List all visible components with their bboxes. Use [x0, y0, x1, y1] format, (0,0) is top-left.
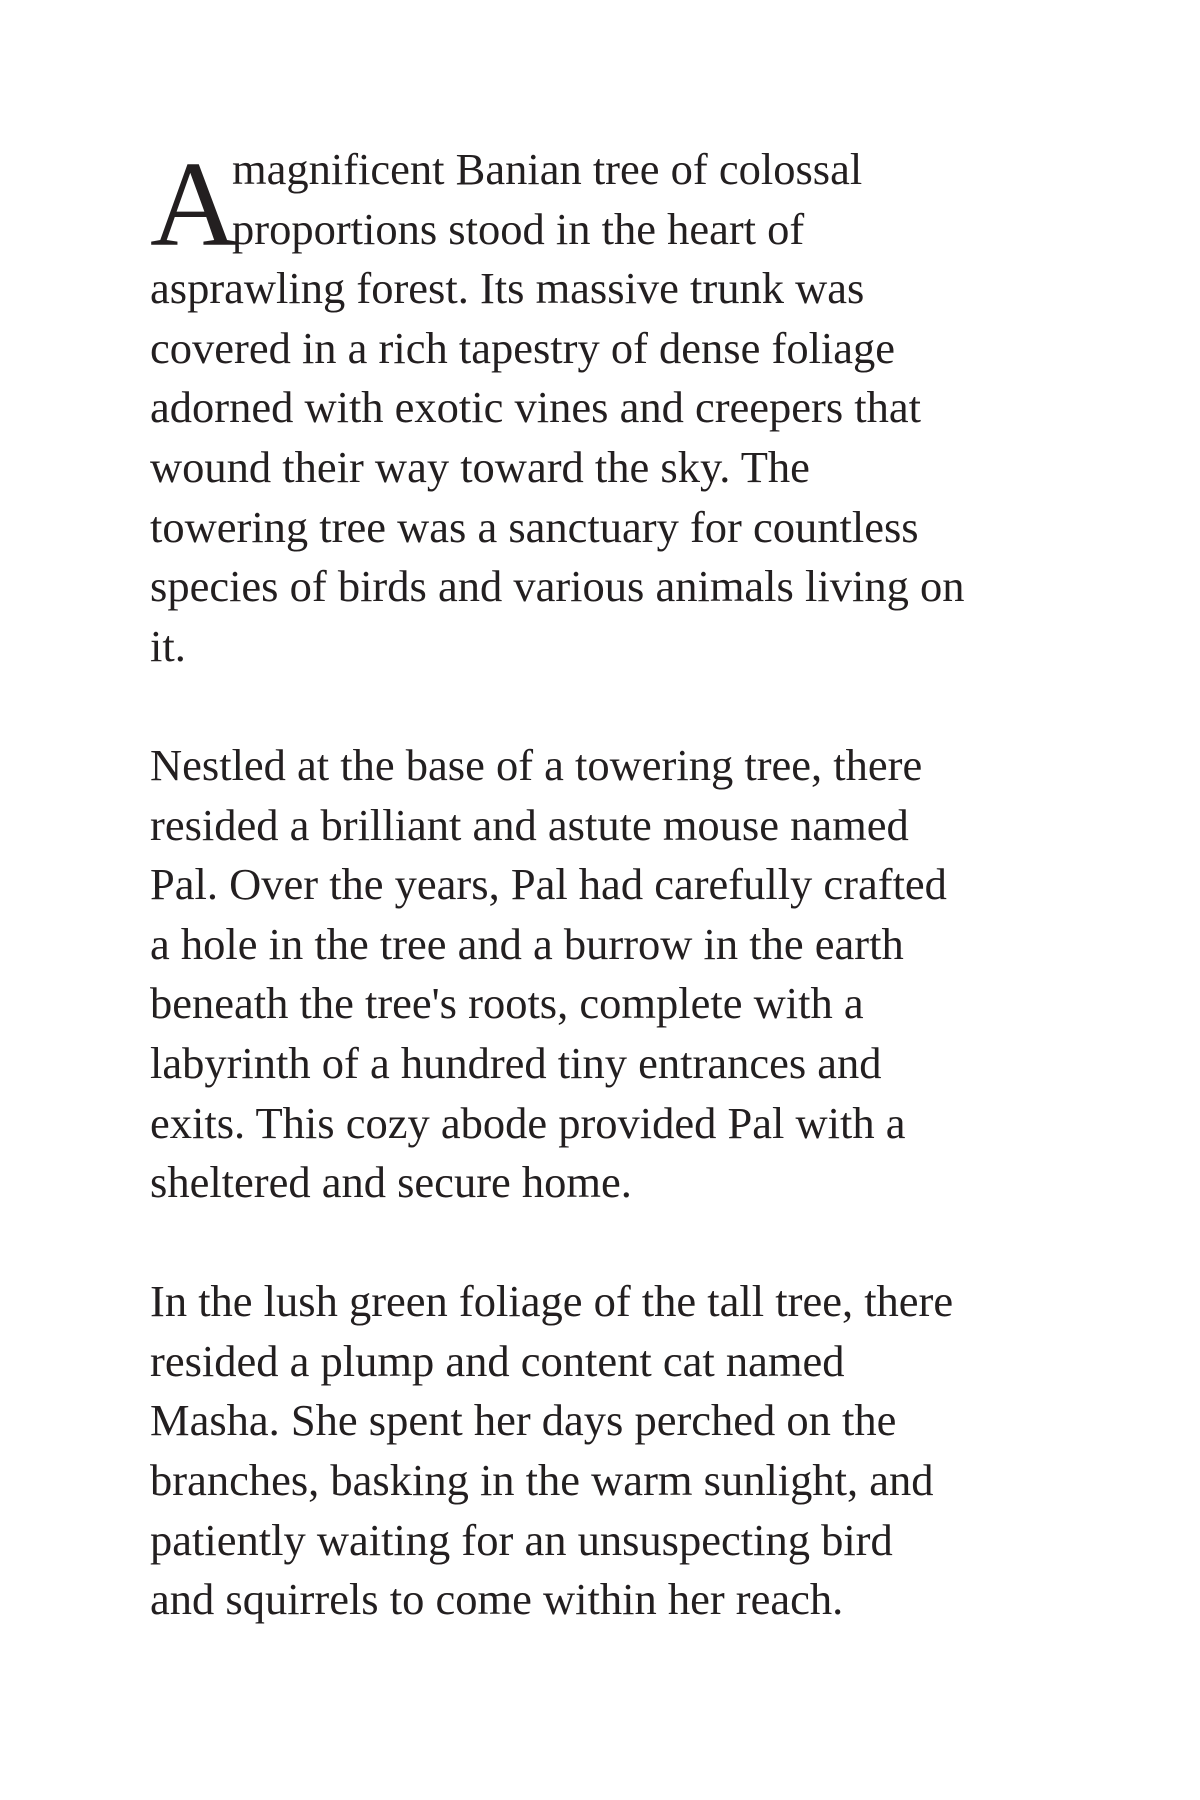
text-line: it.: [150, 620, 186, 671]
text-line: resided a brilliant and astute mouse named: [150, 799, 909, 850]
text-line: Pal. Over the years, Pal had carefully crafted: [150, 859, 947, 910]
text-line: Nestled at the base of a towering tree, there: [150, 739, 923, 790]
text-line: beneath the tree's roots, complete with a: [150, 978, 864, 1029]
text-line: species of birds and various animals living on: [150, 561, 965, 612]
paragraph-1: [150, 137, 1070, 676]
text-line: and squirrels to come within her reach.: [150, 1574, 844, 1625]
text-line: wound their way toward the sky. The: [150, 441, 810, 492]
drop-cap: A: [150, 137, 239, 272]
text-line: a hole in the tree and a burrow in the earth: [150, 918, 904, 969]
text-line: branches, basking in the warm sunlight, and: [150, 1455, 934, 1506]
text-line: labyrinth of a hundred tiny entrances and: [150, 1037, 882, 1088]
text-line: sheltered and secure home.: [150, 1157, 632, 1208]
paragraph-2: [150, 736, 1070, 1213]
text-line: patiently waiting for an unsuspecting bird: [150, 1514, 893, 1565]
text-line: resided a plump and content cat named: [150, 1335, 845, 1386]
text-line: towering tree was a sanctuary for countless: [150, 501, 919, 552]
text-line: adorned with exotic vines and creepers that: [150, 382, 922, 433]
paragraph-3: [150, 1272, 1070, 1630]
text-line: covered in a rich tapestry of dense foliage: [150, 322, 896, 373]
text-line: Masha. She spent her days perched on the: [150, 1395, 897, 1446]
story-page: [150, 137, 1070, 1630]
text-line: proportions stood in the heart of: [232, 203, 805, 254]
text-line: asprawling forest. Its massive trunk was: [150, 263, 865, 314]
text-line: exits. This cozy abode provided Pal with a: [150, 1097, 906, 1148]
text-line: In the lush green foliage of the tall tree, there: [150, 1276, 954, 1327]
text-line: magnificent Banian tree of colossal: [232, 144, 863, 194]
